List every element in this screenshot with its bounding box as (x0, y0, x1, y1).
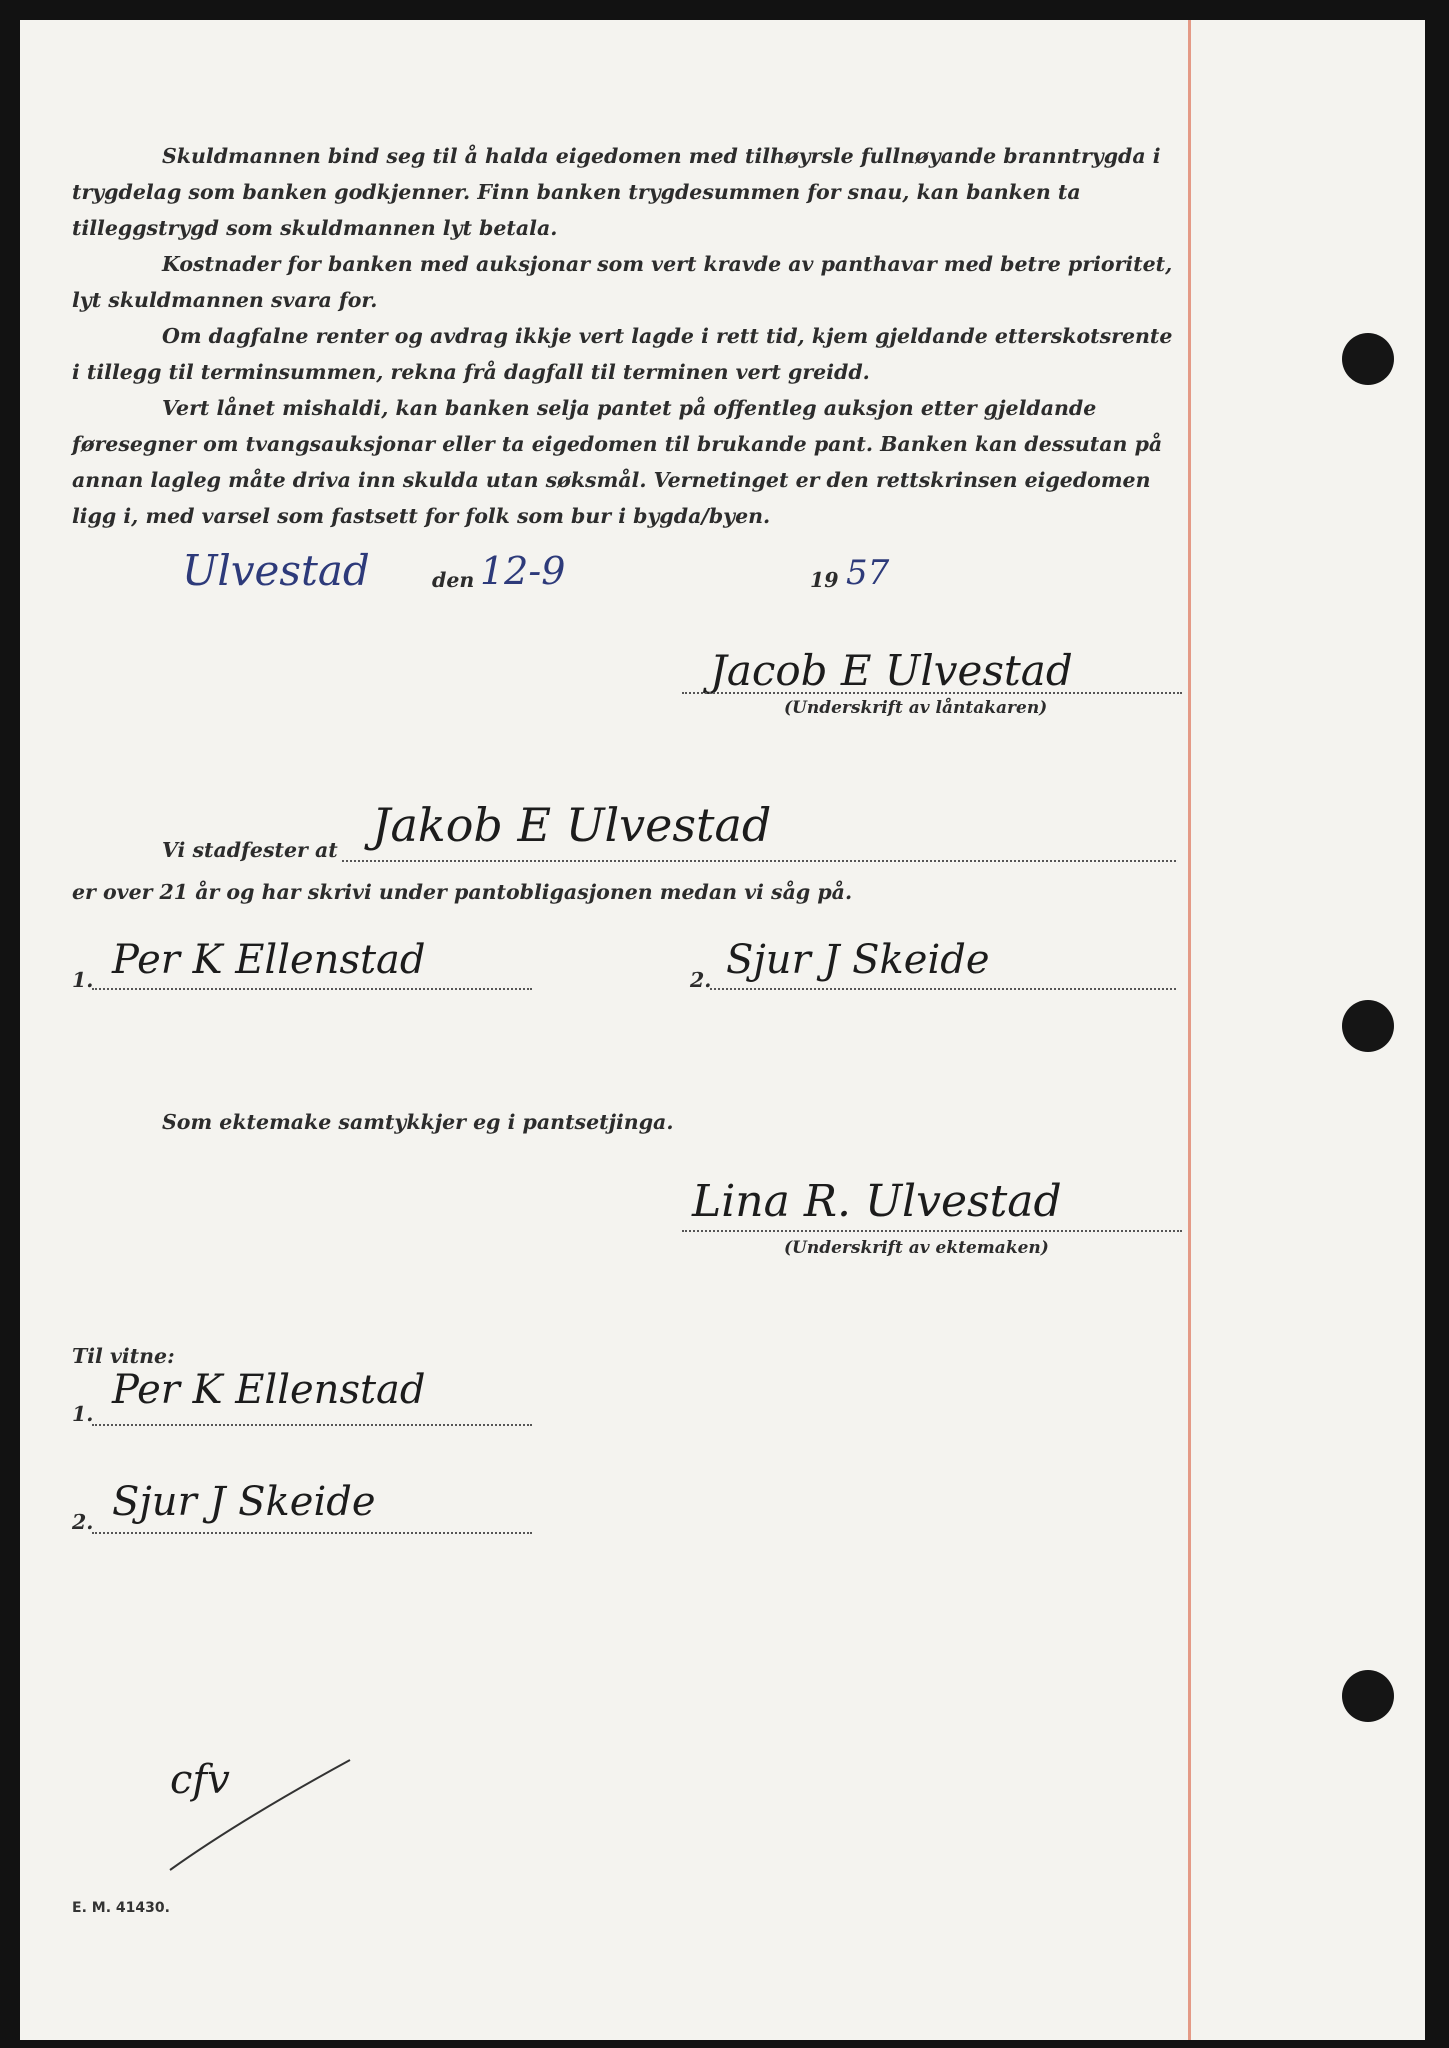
spouse-caption: (Underskrift av ektemaken) (784, 1238, 1049, 1258)
spouse-consent-statement: Som ektemake samtykkjer eg i pantsetjinga. (162, 1110, 674, 1134)
witness-number: 2. (72, 1510, 94, 1534)
witness-number: 2. (690, 968, 712, 992)
signature-line (682, 692, 1182, 694)
witness-line (92, 988, 532, 990)
confirmed-name-handwritten: Jakob E Ulvestad (372, 798, 772, 852)
den-label: den (432, 568, 475, 592)
terms-paragraph-costs: Kostnader for banken med auksjonar som vert kravde av panthavar med betre prioritet, lyt skuldmannen svara for. (72, 252, 1173, 312)
witness-line (92, 1532, 532, 1534)
witness-line (92, 1424, 532, 1426)
punch-hole (1342, 1670, 1394, 1722)
witness-signature: Per K Ellenstad (112, 1367, 426, 1413)
terms-paragraph-interest: Om dagfalne renter og avdrag ikkje vert lagde i rett tid, kjem gjeldande etterskotsrente i tillegg til terminsummen, rekna frå dagfall til terminen vert greidd. (72, 324, 1173, 384)
spouse-signature: Lina R. Ulvestad (692, 1176, 1062, 1227)
confirmation-label: Vi stadfester at (162, 838, 338, 862)
punch-hole (1342, 333, 1394, 385)
witnesses-label: Til vitne: (72, 1344, 175, 1368)
terms-paragraph-insurance: Skuldmannen bind seg til å halda eigedomen med tilhøyrsle fullnøyande branntrygda i trygdelag som banken godkjenner. Finn banken trygdesummen for snau, kan banken ta tilleggstrygd som skuldmannen lyt betala. (72, 144, 1161, 240)
terms-paragraph-default: Vert lånet mishaldi, kan banken selja pantet på offentleg auksjon etter gjeldande føresegner om tvangsauksjonar eller ta eigedomen til brukande pant. Banken kan dessutan på annan lagleg måte driva inn skulda utan søksmål. Vernetinget er den rettskrinsen eigedomen ligg i, med varsel som fastsett for folk som bur i bygda/byen. (72, 396, 1163, 528)
handwritten-place: Ulvestad (182, 546, 370, 595)
initials-handwritten: cfv (170, 1757, 230, 1803)
spouse-signature-line (682, 1230, 1182, 1232)
borrower-caption: (Underskrift av låntakaren) (784, 698, 1048, 718)
witness-line (710, 988, 1176, 990)
witness-signature: Per K Ellenstad (112, 937, 426, 983)
confirmation-line (342, 860, 1176, 862)
initials-stroke (160, 1750, 360, 1880)
witness-number: 1. (72, 968, 94, 992)
witness-signature: Sjur J Skeide (112, 1479, 376, 1525)
confirmation-statement: er over 21 år og har skrivi under pantobligasjonen medan vi såg på. (72, 880, 853, 904)
punch-hole (1342, 1000, 1394, 1052)
margin-rule (1188, 20, 1191, 2040)
witness-number: 1. (72, 1402, 94, 1426)
handwritten-year: 57 (846, 553, 890, 593)
witness-signature: Sjur J Skeide (726, 937, 990, 983)
form-number: E. M. 41430. (72, 1900, 170, 1916)
borrower-signature: Jacob E Ulvestad (710, 646, 1073, 695)
year-prefix: 19 (810, 568, 839, 592)
document-page (20, 20, 1425, 2040)
handwritten-date: 12-9 (480, 549, 566, 593)
